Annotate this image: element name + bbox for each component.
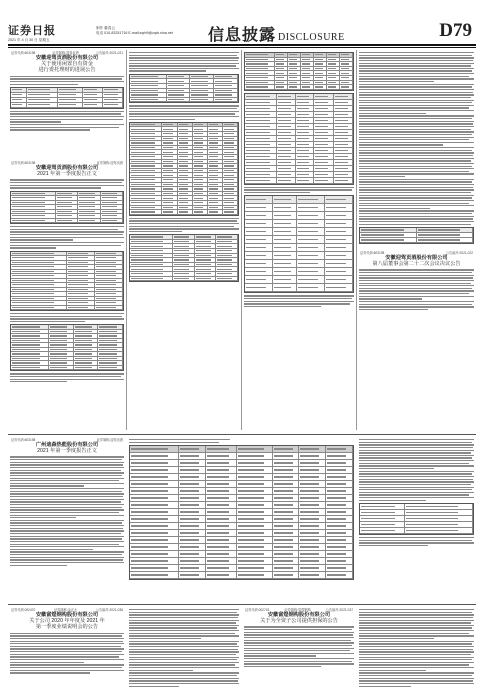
guarantee-table — [244, 93, 354, 185]
body-text — [10, 456, 124, 566]
data-table — [10, 324, 124, 371]
body-text — [244, 295, 354, 307]
article-header — [244, 607, 354, 624]
stock-code: 证券代码:002470 — [11, 608, 36, 612]
body-text — [129, 439, 354, 443]
section-title-cn: 信息披露 — [208, 25, 277, 44]
article-header — [10, 160, 124, 177]
income-table — [129, 122, 239, 216]
body-text — [10, 76, 124, 85]
article-title-line: 关于公司 2020 年年度及 2021 年 — [29, 618, 105, 625]
financial-table — [10, 191, 124, 225]
section-title — [208, 22, 345, 45]
bottom-text-col4 — [359, 607, 474, 695]
article-earnings-call — [10, 607, 124, 695]
article-header — [10, 607, 124, 631]
column-two-content — [129, 50, 239, 430]
column-divider — [356, 50, 357, 430]
company-name: 安徽富煌钢构股份有限公司 — [35, 612, 99, 618]
body-text — [359, 609, 474, 687]
body-text — [129, 218, 239, 233]
stock-code: 证券代码:002743 — [245, 608, 270, 612]
body-text — [129, 609, 239, 687]
data-table — [10, 87, 124, 109]
article-dison-quarterly — [10, 437, 124, 602]
phone-label: 电话 010-83251716 E-mail:zqrb9@zqrb.sina.net — [96, 31, 173, 35]
stock-abbr: 证券简称:迎驾贡酒 — [96, 161, 123, 165]
segment-table — [244, 52, 354, 91]
column-divider — [126, 50, 127, 430]
company-name: 安徽迎驾贡酒股份有限公司 — [385, 254, 448, 261]
balance-sheet-table — [129, 74, 239, 104]
stock-abbr: 证券简称:金正大 — [53, 608, 78, 612]
article-quarterly-report — [10, 160, 124, 430]
article-header — [359, 250, 474, 267]
middle-tables — [129, 437, 354, 602]
financial-table — [129, 445, 354, 580]
body-text — [10, 373, 124, 382]
header-rule-thin — [8, 47, 476, 48]
body-text — [244, 187, 354, 194]
company-name: 安徽富煌钢构股份有限公司 — [267, 612, 331, 618]
bottom-text-col2 — [129, 607, 239, 695]
body-text — [359, 269, 474, 310]
cashflow-table — [129, 234, 239, 282]
section-divider — [8, 604, 476, 605]
section-divider — [8, 434, 476, 435]
company-name: 安徽迎驾贡酒股份有限公司 — [35, 55, 99, 61]
article-title-line: 第八届董事会第二十二次会议决议公告 — [372, 261, 461, 268]
article-title-line: 第一季度业绩说明会的公告 — [35, 624, 99, 631]
data-table — [359, 503, 474, 535]
company-name: 广州迪森热能股份有限公司 — [35, 442, 99, 448]
column-divider — [241, 50, 242, 430]
page-number: D79 — [439, 20, 472, 41]
stock-code: 证券代码:603198 — [360, 250, 385, 255]
article-title-line: 2021 年第一季度报告正文 — [37, 171, 97, 178]
body-text — [359, 52, 474, 225]
stock-abbr: 证券简称:迎驾贡酒 — [96, 438, 123, 442]
article-title-line: 关于为全资子公司提供担保的公告 — [260, 618, 338, 625]
company-name: 安徽迎驾贡酒股份有限公司 — [35, 165, 99, 171]
header-rule — [8, 44, 476, 46]
stock-abbr: 证券简称:富煌钢构 — [284, 608, 311, 612]
masthead-logo: 证券日报 — [8, 24, 56, 37]
article-title-line: 关于使用闲置自有资金 — [41, 61, 93, 68]
article-header — [10, 50, 124, 74]
body-text — [359, 537, 474, 546]
column-four-content — [359, 50, 474, 430]
column-three-content — [244, 50, 354, 430]
stock-code: 证券代码:603198 — [11, 161, 36, 165]
notice-number: 公告编号:2021-037 — [325, 608, 353, 612]
body-text — [129, 52, 239, 72]
article-title-line: 2021 年第一季度报告正文 — [37, 448, 97, 455]
section-title-en: DISCLOSURE — [278, 32, 345, 43]
stock-abbr: 证券简称:迎驾贡酒 — [52, 51, 79, 55]
stock-code: 证券代码:603198 — [11, 438, 36, 442]
article-title-line: 进行委托理财的进展公告 — [38, 67, 96, 74]
editor-info — [96, 26, 173, 36]
body-text — [10, 111, 124, 131]
body-text — [129, 105, 239, 120]
body-text — [10, 633, 124, 674]
article-guarantee — [244, 607, 354, 695]
body-text — [10, 179, 124, 188]
shareholder-table — [10, 251, 124, 312]
dateline: 2021 年 4 月 30 日 星期五 — [8, 38, 50, 42]
article-wealth-management — [10, 50, 124, 155]
notice-number: 公告编号:2021-021 — [95, 51, 123, 55]
body-text — [10, 226, 124, 248]
commitment-table — [244, 195, 354, 293]
body-text — [10, 313, 124, 322]
notice-number: 公告编号:2021-036 — [95, 608, 123, 612]
notice-number: 公告编号:2021-022 — [445, 250, 473, 255]
data-table — [359, 227, 474, 244]
article-header — [10, 437, 124, 454]
body-text — [244, 626, 354, 667]
body-text — [359, 439, 474, 501]
stock-code: 证券代码:603198 — [11, 51, 36, 55]
middle-right-content — [359, 437, 474, 602]
editor-label: 制作 董春云 — [96, 26, 115, 30]
